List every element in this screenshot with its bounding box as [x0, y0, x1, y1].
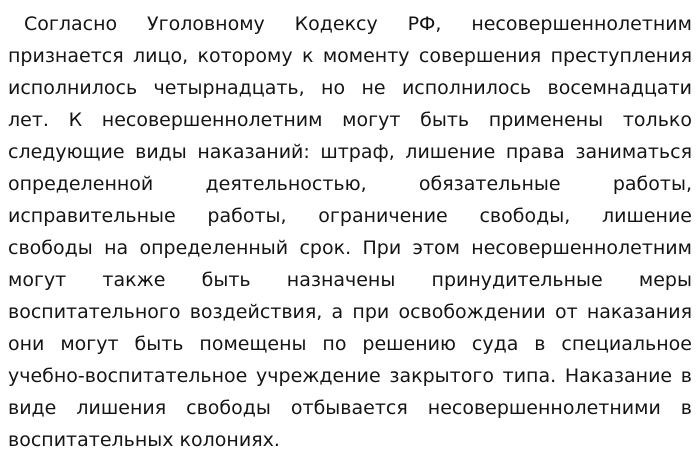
- paragraph-line: Согласно Уголовному Кодексу РФ, несовершеннолетним: [24, 13, 692, 35]
- document-body: [8, 8, 692, 456]
- paragraph-line: воспитательных колониях.: [8, 429, 280, 451]
- paragraph-line: виде лишения свободы отбывается несовершеннолетними в: [8, 397, 692, 419]
- paragraph-line: признается лицо, которому к моменту совершения преступления: [8, 45, 692, 67]
- paragraph-line: следующие виды наказаний: штраф, лишение права заниматься: [8, 141, 692, 163]
- paragraph-line: воспитательного воздействия, а при освобождении от наказания: [8, 301, 692, 323]
- paragraph-line: определенной деятельностью, обязательные работы,: [8, 173, 692, 195]
- paragraph-line: лет. К несовершеннолетним могут быть применены только: [8, 109, 692, 131]
- paragraph-line: могут также быть назначены принудительные меры: [8, 269, 692, 291]
- paragraph-line: исправительные работы, ограничение свободы, лишение: [8, 205, 692, 227]
- paragraph-line: учебно-воспитательное учреждение закрытого типа. Наказание в: [8, 365, 692, 387]
- paragraph-line: они могут быть помещены по решению суда в специальное: [8, 333, 692, 355]
- paragraph-line: исполнилось четырнадцать, но не исполнилось восемнадцати: [8, 77, 692, 99]
- paragraph-line: свободы на определенный срок. При этом несовершеннолетним: [8, 237, 692, 259]
